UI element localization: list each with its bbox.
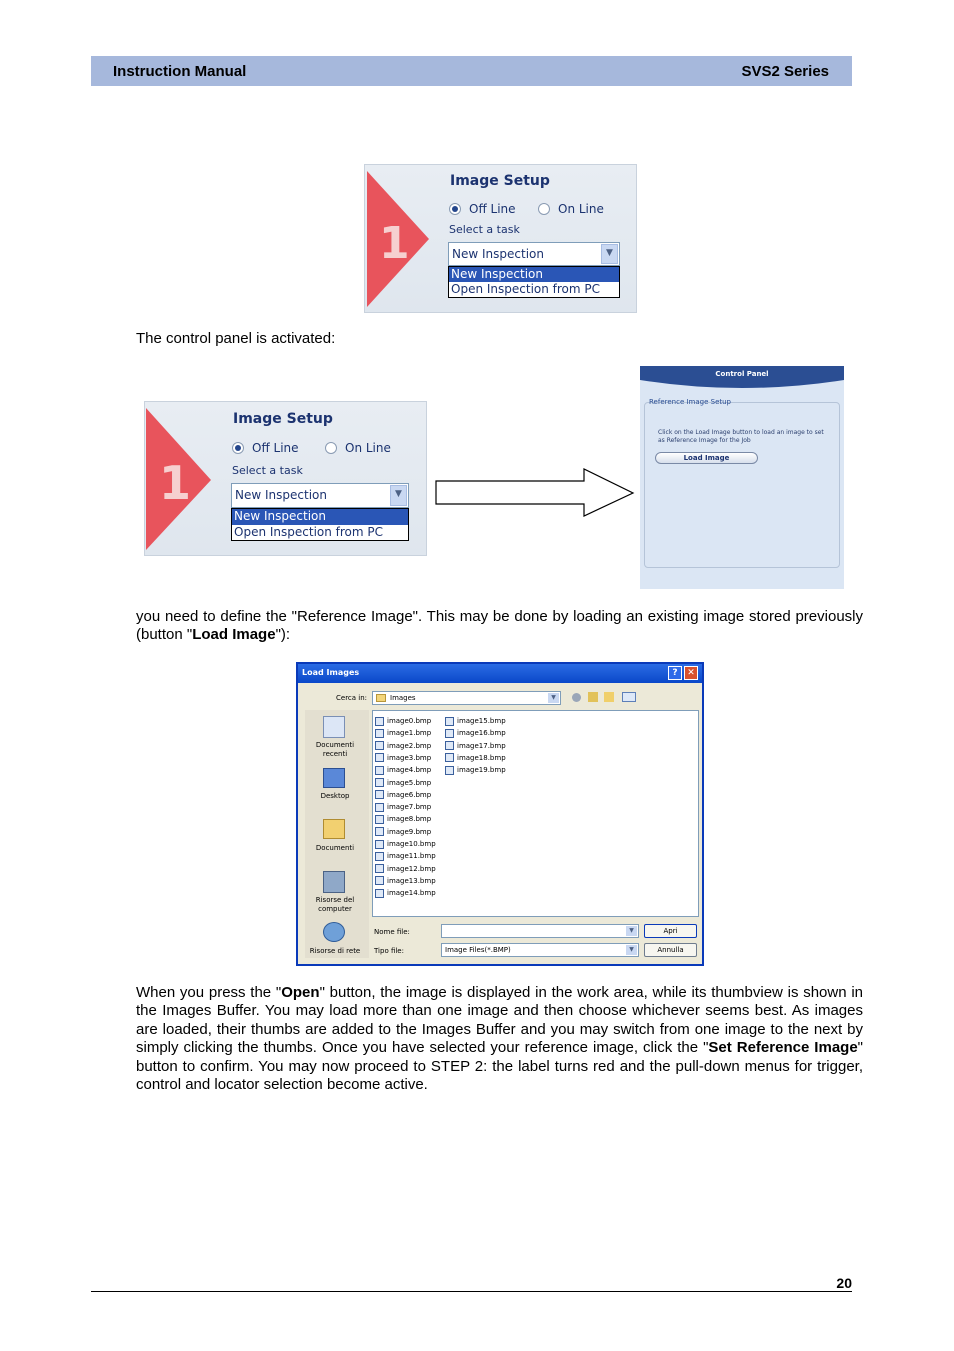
instruction-text: Click on the Load Image button to load an image to set as Reference Image for the Job [658,429,824,444]
cancel-button[interactable]: Annulla [644,943,697,957]
offline-label: Off Line [469,202,516,216]
file-item[interactable] [375,838,436,850]
file-name: image3.bmp [387,753,432,762]
view-menu-icon[interactable] [622,692,636,702]
desktop-icon[interactable] [323,768,345,788]
bitmap-file-icon [445,766,454,775]
footer-rule [91,1291,852,1292]
file-name: image10.bmp [387,840,436,848]
bitmap-file-icon [375,815,384,824]
text-part: you need to define the "Reference Image". This may be done by loading an existing image stored previously (button " [136,608,863,644]
paragraph-control-panel: The control panel is activated: [136,330,336,347]
dialog-title: Load Images [302,668,360,677]
option-new-inspection[interactable]: New Inspection [449,267,619,282]
file-name: image0.bmp [387,717,432,725]
folder-icon [376,694,386,702]
bitmap-file-icon [375,803,384,812]
bitmap-file-icon [375,741,384,750]
filetype-select[interactable] [441,943,639,957]
svg-text:1: 1 [159,456,192,510]
file-item[interactable] [375,764,431,776]
file-name: image16.bmp [457,729,506,738]
right-arrow-icon [434,467,636,519]
file-item[interactable] [375,740,431,752]
file-item[interactable] [375,813,431,825]
select-task-label: Select a task [232,464,303,477]
control-panel-title: Control Panel [715,370,769,378]
bitmap-file-icon [375,876,384,885]
place-computer[interactable]: Risorse del computer [315,896,355,913]
page-header [91,56,852,86]
image-setup-panel [364,164,637,313]
bitmap-file-icon [445,729,454,738]
file-name: image17.bmp [457,741,506,750]
bitmap-file-icon [375,852,384,861]
bitmap-file-icon [375,827,384,836]
file-item[interactable] [375,887,436,899]
file-item[interactable] [375,727,431,739]
file-name: image13.bmp [387,876,436,885]
bitmap-file-icon [375,766,384,775]
chevron-down-icon[interactable]: ▼ [548,693,559,703]
load-image-button[interactable]: Load Image [655,452,758,464]
place-documents[interactable]: Documenti [315,844,355,852]
look-in-label: Cerca in: [336,694,368,702]
reference-image-box [644,402,840,568]
text-bold: Load Image [192,626,276,644]
text-part: " button to confirm. You may now proceed to STEP 2: the label turns red and the pull-down menus for trigger, control and locator selection become active. [136,1039,863,1094]
filetype-label: Tipo file: [374,947,404,955]
task-select[interactable] [231,483,409,508]
paragraph-open-image [136,984,863,1094]
load-images-dialog [296,662,704,966]
file-item[interactable] [375,801,431,813]
file-item[interactable] [375,826,431,838]
open-button[interactable]: Apri [644,924,697,938]
file-item[interactable] [445,764,506,776]
text-bold: Open [281,984,320,1001]
file-item[interactable] [375,863,436,875]
image-setup-panel-2 [144,401,427,556]
file-item[interactable] [445,752,506,764]
bitmap-file-icon [375,778,384,787]
online-radio[interactable] [325,442,337,454]
file-name: image11.bmp [387,852,436,861]
filetype-value: Image Files(*.BMP) [445,946,511,954]
file-name: image1.bmp [387,729,432,738]
file-name: image15.bmp [457,717,506,725]
file-item[interactable] [375,875,436,887]
task-dropdown-list [448,266,620,298]
new-folder-icon[interactable] [604,692,614,702]
offline-radio[interactable] [232,442,244,454]
place-network[interactable]: Risorse di rete [309,947,361,955]
task-dropdown-list [231,508,409,541]
dialog-titlebar [298,664,702,683]
place-recent[interactable]: Documenti recenti [315,741,355,758]
text-part: " button, the image is displayed in the work area, while its thumbview is shown in the Images Buffer. You may load more than one image and then choose whichever seems best. As images are loaded, their thumbs are added to the Images Buffer and you may switch from one image to the next by simply clicking the thumbs. Once you have selected your reference image, click the " [136,984,863,1057]
online-label: On Line [558,202,604,216]
text-part: When you press the " [136,984,282,1001]
network-icon[interactable] [323,922,345,942]
chevron-down-icon[interactable]: ▼ [626,926,637,936]
file-item[interactable] [375,715,431,727]
file-name: image18.bmp [457,753,506,762]
option-open-inspection[interactable]: Open Inspection from PC [451,282,601,296]
panel-title: Image Setup [233,411,333,427]
back-icon[interactable] [572,693,581,702]
panel-title: Image Setup [450,173,550,189]
task-select[interactable] [448,242,620,266]
control-panel [640,366,844,589]
file-name: image4.bmp [387,766,432,775]
text-bold: Set Reference Image [708,1039,858,1057]
file-item[interactable] [375,789,431,801]
documents-icon[interactable] [323,819,345,839]
filename-input[interactable] [441,924,639,938]
bitmap-file-icon [375,790,384,799]
step-triangle-icon [365,165,435,312]
offline-label: Off Line [252,441,299,455]
header-series: SVS2 Series [741,63,829,80]
look-in-value: Images [390,694,416,702]
bitmap-file-icon [445,741,454,750]
file-name: image14.bmp [387,889,436,898]
help-button[interactable]: ? [668,666,682,680]
task-select-value: New Inspection [235,488,327,502]
file-name: image6.bmp [387,790,432,799]
task-select-value: New Inspection [452,247,544,261]
file-name: image5.bmp [387,778,432,787]
file-name: image8.bmp [387,815,432,824]
recent-documents-icon[interactable] [323,716,345,738]
online-label: On Line [345,441,391,455]
file-name: image7.bmp [387,803,432,812]
filename-label: Nome file: [374,928,410,936]
header-title: Instruction Manual [113,63,247,80]
look-in-select[interactable] [372,691,561,705]
bitmap-file-icon [375,840,384,849]
file-name: image2.bmp [387,741,432,750]
my-computer-icon[interactable] [323,871,345,893]
online-radio[interactable] [538,203,550,215]
chevron-down-icon[interactable]: ▼ [626,945,637,955]
file-name: image9.bmp [387,827,432,836]
select-task-label: Select a task [449,223,520,236]
bitmap-file-icon [375,729,384,738]
svg-text:1: 1 [379,218,410,269]
file-item[interactable] [375,777,431,789]
offline-radio[interactable] [449,203,461,215]
up-folder-icon[interactable] [588,692,598,702]
file-name: image19.bmp [457,766,506,775]
file-item[interactable] [375,850,436,862]
option-open-inspection[interactable]: Open Inspection from PC [234,524,384,539]
bitmap-file-icon [445,753,454,762]
section-label: Reference Image Setup [649,398,731,406]
page-number: 20 [836,1275,852,1291]
bitmap-file-icon [375,717,384,726]
file-item[interactable] [445,715,506,727]
place-desktop[interactable]: Desktop [320,792,350,800]
chevron-down-icon[interactable]: ▼ [390,485,407,506]
bitmap-file-icon [375,889,384,898]
step-triangle-icon [145,402,217,555]
paragraph-reference-image [136,608,863,645]
file-item[interactable] [375,752,431,764]
file-name: image12.bmp [387,864,436,873]
chevron-down-icon[interactable]: ▼ [601,244,618,264]
option-new-inspection[interactable]: New Inspection [232,509,408,525]
file-item[interactable] [445,727,506,739]
bitmap-file-icon [445,717,454,726]
bitmap-file-icon [375,864,384,873]
text-part: "): [275,626,291,644]
close-button[interactable]: ✕ [684,666,698,680]
bitmap-file-icon [375,753,384,762]
file-item[interactable] [445,740,506,752]
file-list [372,710,699,917]
